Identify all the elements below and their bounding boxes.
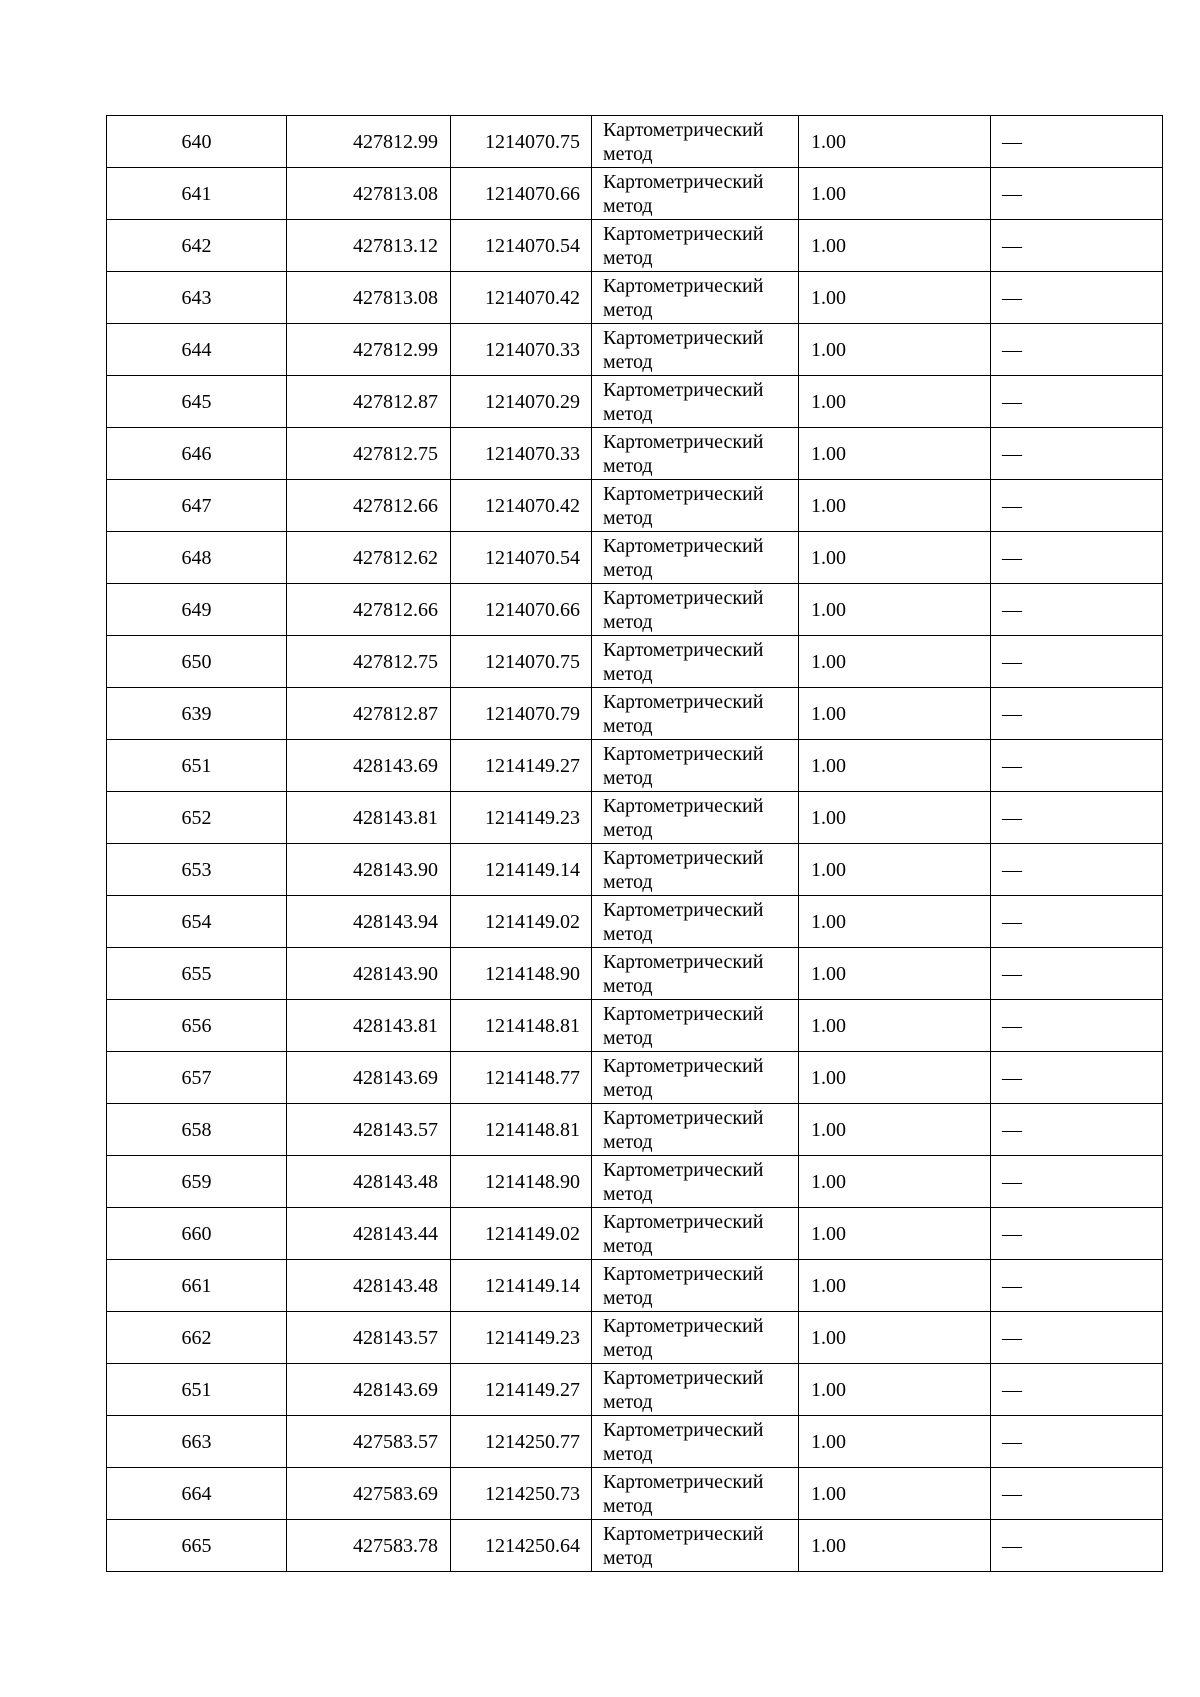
x-coordinate-cell: 428143.90 [287,844,451,896]
method-cell [592,1468,799,1520]
method-cell [592,1520,799,1572]
x-coordinate-cell: 428143.48 [287,1156,451,1208]
method-cell [592,1208,799,1260]
method-line-1: Картометрический [603,534,764,557]
point-number-cell: 658 [107,1104,287,1156]
method-line-1: Картометрический [603,482,764,505]
coordinates-table [106,115,1163,1572]
point-number-cell: 644 [107,324,287,376]
description-cell: — [991,480,1163,532]
accuracy-cell: 1.00 [799,1052,991,1104]
y-coordinate-cell: 1214070.66 [451,584,592,636]
method-cell [592,376,799,428]
method-cell [592,116,799,168]
y-coordinate-cell: 1214070.33 [451,428,592,480]
method-cell [592,1000,799,1052]
method-cell [592,584,799,636]
x-coordinate-cell: 428143.44 [287,1208,451,1260]
point-number-cell: 640 [107,116,287,168]
x-coordinate-cell: 428143.69 [287,1364,451,1416]
method-line-1: Картометрический [603,1418,764,1441]
point-number-cell: 660 [107,1208,287,1260]
method-cell [592,1260,799,1312]
method-cell [592,220,799,272]
table-row [107,844,1163,896]
table-row [107,1052,1163,1104]
description-cell: — [991,1052,1163,1104]
method-line-2: метод [603,1182,653,1205]
method-line-1: Картометрический [603,430,764,453]
method-cell [592,1104,799,1156]
method-cell [592,844,799,896]
method-line-1: Картометрический [603,1366,764,1389]
x-coordinate-cell: 427812.62 [287,532,451,584]
accuracy-cell: 1.00 [799,1312,991,1364]
x-coordinate-cell: 427812.87 [287,688,451,740]
table-row [107,1364,1163,1416]
accuracy-cell: 1.00 [799,1104,991,1156]
description-cell: — [991,896,1163,948]
accuracy-cell: 1.00 [799,948,991,1000]
method-line-1: Картометрический [603,170,764,193]
x-coordinate-cell: 428143.94 [287,896,451,948]
point-number-cell: 650 [107,636,287,688]
description-cell: — [991,220,1163,272]
accuracy-cell: 1.00 [799,1260,991,1312]
method-line-1: Картометрический [603,274,764,297]
y-coordinate-cell: 1214070.42 [451,272,592,324]
y-coordinate-cell: 1214070.54 [451,532,592,584]
x-coordinate-cell: 427812.99 [287,116,451,168]
y-coordinate-cell: 1214148.77 [451,1052,592,1104]
point-number-cell: 662 [107,1312,287,1364]
accuracy-cell: 1.00 [799,844,991,896]
method-line-2: метод [603,454,653,477]
accuracy-cell: 1.00 [799,428,991,480]
method-line-1: Картометрический [603,1210,764,1233]
description-cell: — [991,1364,1163,1416]
description-cell: — [991,1520,1163,1572]
description-cell: — [991,1468,1163,1520]
point-number-cell: 655 [107,948,287,1000]
method-line-2: метод [603,558,653,581]
method-line-1: Картометрический [603,118,764,141]
y-coordinate-cell: 1214070.33 [451,324,592,376]
accuracy-cell: 1.00 [799,1364,991,1416]
method-cell [592,532,799,584]
point-number-cell: 664 [107,1468,287,1520]
description-cell: — [991,168,1163,220]
accuracy-cell: 1.00 [799,480,991,532]
method-line-1: Картометрический [603,638,764,661]
y-coordinate-cell: 1214149.23 [451,1312,592,1364]
accuracy-cell: 1.00 [799,792,991,844]
table-row [107,480,1163,532]
x-coordinate-cell: 428143.57 [287,1104,451,1156]
y-coordinate-cell: 1214070.79 [451,688,592,740]
point-number-cell: 646 [107,428,287,480]
method-cell [592,1156,799,1208]
y-coordinate-cell: 1214070.54 [451,220,592,272]
description-cell: — [991,1000,1163,1052]
point-number-cell: 639 [107,688,287,740]
method-cell [592,896,799,948]
method-line-2: метод [603,662,653,685]
accuracy-cell: 1.00 [799,1000,991,1052]
description-cell: — [991,116,1163,168]
table-row [107,948,1163,1000]
method-line-1: Картометрический [603,794,764,817]
accuracy-cell: 1.00 [799,1520,991,1572]
description-cell: — [991,1416,1163,1468]
method-line-2: метод [603,402,653,425]
method-line-2: метод [603,766,653,789]
x-coordinate-cell: 427583.78 [287,1520,451,1572]
method-line-2: метод [603,1442,653,1465]
table-row [107,324,1163,376]
method-line-2: метод [603,1494,653,1517]
accuracy-cell: 1.00 [799,168,991,220]
method-line-2: метод [603,922,653,945]
table-row [107,688,1163,740]
accuracy-cell: 1.00 [799,688,991,740]
method-cell [592,272,799,324]
method-line-2: метод [603,506,653,529]
table-row [107,1156,1163,1208]
method-line-2: метод [603,1286,653,1309]
description-cell: — [991,688,1163,740]
description-cell: — [991,844,1163,896]
table-row [107,220,1163,272]
method-cell [592,792,799,844]
x-coordinate-cell: 427812.87 [287,376,451,428]
table-row [107,896,1163,948]
accuracy-cell: 1.00 [799,1156,991,1208]
accuracy-cell: 1.00 [799,740,991,792]
y-coordinate-cell: 1214250.73 [451,1468,592,1520]
y-coordinate-cell: 1214149.14 [451,844,592,896]
point-number-cell: 652 [107,792,287,844]
point-number-cell: 663 [107,1416,287,1468]
table-row [107,584,1163,636]
method-line-1: Картометрический [603,586,764,609]
method-cell [592,1052,799,1104]
method-line-2: метод [603,1026,653,1049]
y-coordinate-cell: 1214070.75 [451,636,592,688]
description-cell: — [991,584,1163,636]
method-cell [592,948,799,1000]
method-line-1: Картометрический [603,950,764,973]
method-line-2: метод [603,194,653,217]
y-coordinate-cell: 1214070.75 [451,116,592,168]
point-number-cell: 647 [107,480,287,532]
y-coordinate-cell: 1214149.02 [451,1208,592,1260]
x-coordinate-cell: 428143.69 [287,1052,451,1104]
accuracy-cell: 1.00 [799,896,991,948]
accuracy-cell: 1.00 [799,1208,991,1260]
method-line-2: метод [603,350,653,373]
method-line-1: Картометрический [603,742,764,765]
x-coordinate-cell: 427812.75 [287,428,451,480]
table-row [107,1208,1163,1260]
method-cell [592,1312,799,1364]
table-row [107,116,1163,168]
accuracy-cell: 1.00 [799,376,991,428]
y-coordinate-cell: 1214149.14 [451,1260,592,1312]
table-row [107,168,1163,220]
description-cell: — [991,272,1163,324]
table-row [107,636,1163,688]
point-number-cell: 645 [107,376,287,428]
y-coordinate-cell: 1214148.90 [451,948,592,1000]
method-line-1: Картометрический [603,1522,764,1545]
method-line-2: метод [603,1130,653,1153]
x-coordinate-cell: 427813.12 [287,220,451,272]
point-number-cell: 661 [107,1260,287,1312]
method-line-2: метод [603,1390,653,1413]
method-line-2: метод [603,1546,653,1569]
method-cell [592,1416,799,1468]
y-coordinate-cell: 1214250.77 [451,1416,592,1468]
accuracy-cell: 1.00 [799,324,991,376]
table-row [107,1312,1163,1364]
description-cell: — [991,1312,1163,1364]
table-row [107,376,1163,428]
accuracy-cell: 1.00 [799,1416,991,1468]
table-row [107,1000,1163,1052]
y-coordinate-cell: 1214148.81 [451,1000,592,1052]
table-row [107,428,1163,480]
description-cell: — [991,740,1163,792]
y-coordinate-cell: 1214070.42 [451,480,592,532]
x-coordinate-cell: 427583.69 [287,1468,451,1520]
method-line-1: Картометрический [603,846,764,869]
y-coordinate-cell: 1214070.66 [451,168,592,220]
table-row [107,532,1163,584]
y-coordinate-cell: 1214148.81 [451,1104,592,1156]
method-line-1: Картометрический [603,1158,764,1181]
description-cell: — [991,1208,1163,1260]
x-coordinate-cell: 428143.81 [287,1000,451,1052]
method-cell [592,688,799,740]
method-line-2: метод [603,818,653,841]
point-number-cell: 653 [107,844,287,896]
y-coordinate-cell: 1214070.29 [451,376,592,428]
point-number-cell: 643 [107,272,287,324]
accuracy-cell: 1.00 [799,116,991,168]
point-number-cell: 648 [107,532,287,584]
method-line-2: метод [603,1234,653,1257]
method-line-2: метод [603,142,653,165]
y-coordinate-cell: 1214148.90 [451,1156,592,1208]
point-number-cell: 665 [107,1520,287,1572]
method-line-1: Картометрический [603,222,764,245]
accuracy-cell: 1.00 [799,532,991,584]
method-line-2: метод [603,974,653,997]
method-cell [592,324,799,376]
method-cell [592,740,799,792]
point-number-cell: 659 [107,1156,287,1208]
description-cell: — [991,948,1163,1000]
description-cell: — [991,428,1163,480]
method-cell [592,480,799,532]
x-coordinate-cell: 428143.69 [287,740,451,792]
x-coordinate-cell: 427813.08 [287,168,451,220]
description-cell: — [991,532,1163,584]
method-line-1: Картометрический [603,1002,764,1025]
method-line-2: метод [603,870,653,893]
point-number-cell: 654 [107,896,287,948]
accuracy-cell: 1.00 [799,636,991,688]
accuracy-cell: 1.00 [799,220,991,272]
x-coordinate-cell: 427812.75 [287,636,451,688]
method-line-1: Картометрический [603,1262,764,1285]
point-number-cell: 649 [107,584,287,636]
description-cell: — [991,1104,1163,1156]
method-line-1: Картометрический [603,378,764,401]
description-cell: — [991,324,1163,376]
x-coordinate-cell: 428143.90 [287,948,451,1000]
method-line-2: метод [603,714,653,737]
x-coordinate-cell: 428143.81 [287,792,451,844]
table-row [107,740,1163,792]
method-line-2: метод [603,246,653,269]
point-number-cell: 641 [107,168,287,220]
method-cell [592,428,799,480]
point-number-cell: 642 [107,220,287,272]
description-cell: — [991,636,1163,688]
point-number-cell: 651 [107,1364,287,1416]
method-line-1: Картометрический [603,1314,764,1337]
x-coordinate-cell: 428143.57 [287,1312,451,1364]
method-line-2: метод [603,1078,653,1101]
table-row [107,1104,1163,1156]
method-line-1: Картометрический [603,1106,764,1129]
method-line-2: метод [603,1338,653,1361]
method-line-1: Картометрический [603,898,764,921]
y-coordinate-cell: 1214149.27 [451,740,592,792]
y-coordinate-cell: 1214149.02 [451,896,592,948]
y-coordinate-cell: 1214250.64 [451,1520,592,1572]
accuracy-cell: 1.00 [799,272,991,324]
table-row [107,272,1163,324]
table-row [107,792,1163,844]
description-cell: — [991,792,1163,844]
description-cell: — [991,376,1163,428]
x-coordinate-cell: 427812.66 [287,480,451,532]
method-line-1: Картометрический [603,1054,764,1077]
accuracy-cell: 1.00 [799,1468,991,1520]
point-number-cell: 651 [107,740,287,792]
method-line-2: метод [603,298,653,321]
table-row [107,1260,1163,1312]
x-coordinate-cell: 428143.48 [287,1260,451,1312]
point-number-cell: 657 [107,1052,287,1104]
description-cell: — [991,1260,1163,1312]
method-cell [592,636,799,688]
method-line-1: Картометрический [603,1470,764,1493]
x-coordinate-cell: 427812.99 [287,324,451,376]
description-cell: — [991,1156,1163,1208]
x-coordinate-cell: 427583.57 [287,1416,451,1468]
y-coordinate-cell: 1214149.27 [451,1364,592,1416]
point-number-cell: 656 [107,1000,287,1052]
x-coordinate-cell: 427812.66 [287,584,451,636]
method-line-1: Картометрический [603,690,764,713]
table-row [107,1468,1163,1520]
x-coordinate-cell: 427813.08 [287,272,451,324]
table-body [107,116,1163,1572]
table-row [107,1520,1163,1572]
method-line-2: метод [603,610,653,633]
y-coordinate-cell: 1214149.23 [451,792,592,844]
method-cell [592,168,799,220]
accuracy-cell: 1.00 [799,584,991,636]
method-line-1: Картометрический [603,326,764,349]
table-row [107,1416,1163,1468]
method-cell [592,1364,799,1416]
